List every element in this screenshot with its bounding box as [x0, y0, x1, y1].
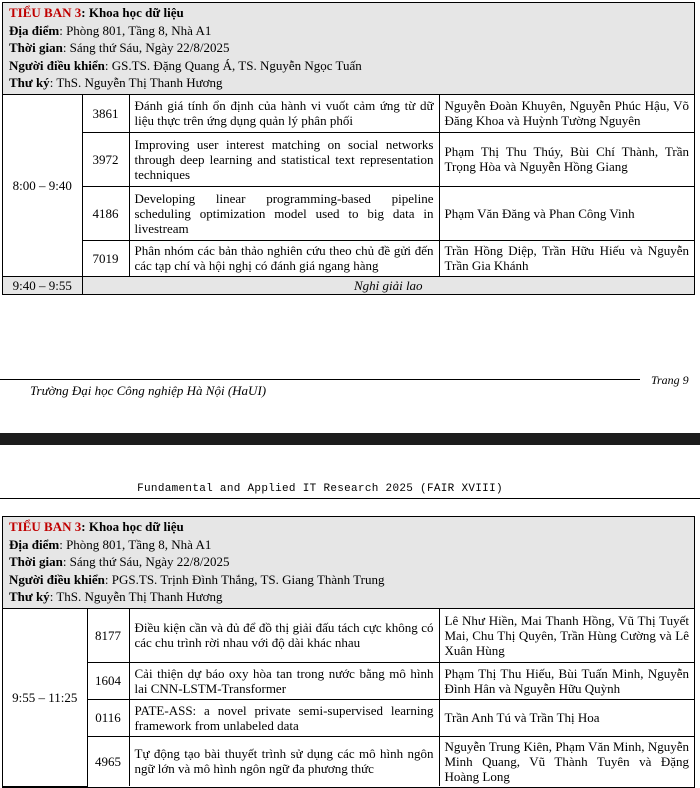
paper-title: Improving user interest matching on social networks through deep learning and statistical text representation techniques	[129, 132, 439, 186]
session-title: TIỂU BAN 3	[9, 519, 82, 534]
break-row	[3, 276, 694, 294]
paper-title: Developing linear programming-based pipeline scheduling optimization model used to big data in livestream	[129, 186, 439, 240]
table-row	[3, 608, 694, 662]
time-value: : Sáng thứ Sáu, Ngày 22/8/2025	[62, 554, 230, 569]
paper-authors: Lê Như Hiền, Mai Thanh Hồng, Vũ Thị Tuyết Mai, Chu Thị Quyên, Trần Hùng Cường và Lê Xuân Hùng	[439, 608, 694, 662]
chairs-value: : PGS.TS. Trịnh Đình Thắng, TS. Giang Thành Trung	[104, 571, 385, 587]
paper-authors: Trần Anh Tú và Trần Thị Hoa	[439, 699, 694, 736]
chairs-value: : GS.TS. Đặng Quang Á, TS. Nguyễn Ngọc Tuấn	[104, 57, 362, 73]
break-label: Nghỉ giải lao	[82, 276, 694, 294]
conference-header: Fundamental and Applied IT Research 2025 (FAIR XVIII)	[137, 483, 503, 495]
time-label: Thời gian	[9, 554, 63, 569]
break-time: 9:40 – 9:55	[3, 276, 82, 294]
slot-time: 8:00 – 9:40	[3, 94, 82, 276]
table-row	[3, 132, 694, 186]
location-row	[9, 22, 688, 40]
paper-id: 4186	[82, 186, 129, 240]
session-title: TIỂU BAN 3	[9, 5, 82, 20]
paper-id: 3972	[82, 132, 129, 186]
page-separator	[0, 433, 700, 445]
chairs-label: Người điều khiển	[9, 571, 105, 587]
secretary-value: : ThS. Nguyễn Thị Thanh Hương	[49, 75, 223, 90]
location-label: Địa điểm	[9, 536, 60, 552]
slot-time: 9:55 – 11:25	[3, 608, 87, 786]
schedule-table-1	[3, 94, 694, 294]
paper-title: Tự động tạo bài thuyết trình sử dụng các mô hình ngôn ngữ lớn và mô hình ngôn ngữ đa phương thức	[129, 736, 439, 786]
table-row	[3, 186, 694, 240]
paper-title: Điều kiện cần và đủ để đồ thị giải đấu tách cực không có các chu trình rời nhau với độ dài khác nhau	[129, 608, 439, 662]
time-row	[9, 39, 688, 57]
paper-title: Đánh giá tính ổn định của hành vi vuốt cảm ứng từ dữ liệu thực trên ứng dụng quản lý phân phối	[129, 94, 439, 132]
schedule-table-2	[3, 608, 694, 787]
location-row	[9, 536, 688, 554]
paper-authors: Phạm Văn Đăng và Phan Công Vinh	[439, 186, 694, 240]
table-row	[3, 240, 694, 276]
session-block-2	[2, 516, 695, 788]
time-label: Thời gian	[9, 40, 63, 55]
paper-id: 0116	[87, 699, 129, 736]
paper-id: 8177	[87, 608, 129, 662]
paper-authors: Trần Hồng Diệp, Trần Hữu Hiếu và Nguyễn Trần Gia Khánh	[439, 240, 694, 276]
paper-title: Cải thiện dự báo oxy hòa tan trong nước bằng mô hình lai CNN-LSTM-Transformer	[129, 662, 439, 699]
session-block-1	[2, 2, 695, 295]
secretary-row	[9, 74, 688, 92]
paper-authors: Nguyễn Đoàn Khuyên, Nguyễn Phúc Hậu, Võ Đăng Khoa và Huỳnh Tường Nguyên	[439, 94, 694, 132]
time-value: : Sáng thứ Sáu, Ngày 22/8/2025	[62, 40, 230, 55]
location-label: Địa điểm	[9, 22, 60, 38]
table-row	[3, 699, 694, 736]
session-header-1	[3, 3, 694, 94]
secretary-value: : ThS. Nguyễn Thị Thanh Hương	[49, 589, 223, 604]
paper-id: 7019	[82, 240, 129, 276]
location-value: : Phòng 801, Tầng 8, Nhà A1	[59, 536, 212, 552]
session-topic: Khoa học dữ liệu	[88, 519, 184, 534]
footer-rule	[0, 379, 640, 380]
paper-id: 1604	[87, 662, 129, 699]
session-title-row	[9, 518, 688, 536]
session-topic: Khoa học dữ liệu	[88, 5, 184, 20]
paper-id: 4965	[87, 736, 129, 786]
chairs-label: Người điều khiển	[9, 57, 105, 73]
table-row	[3, 94, 694, 132]
footer-school: Trường Đại học Công nghiệp Hà Nội (HaUI)	[30, 383, 267, 398]
paper-id: 3861	[82, 94, 129, 132]
paper-authors: Phạm Thị Thu Thúy, Bùi Chí Thành, Trần Trọng Hòa và Nguyễn Hồng Giang	[439, 132, 694, 186]
table-row	[3, 736, 694, 786]
paper-title: PATE-ASS: a novel private semi-supervised learning framework from unlabeled data	[129, 699, 439, 736]
secretary-row	[9, 588, 688, 606]
header-rule	[0, 498, 700, 499]
table-row	[3, 662, 694, 699]
session-title-sep: :	[81, 5, 89, 20]
secretary-label: Thư ký	[9, 75, 50, 90]
location-value: : Phòng 801, Tầng 8, Nhà A1	[59, 22, 212, 38]
time-row	[9, 553, 688, 571]
paper-authors: Phạm Thị Thu Hiếu, Bùi Tuấn Minh, Nguyễn Đình Hân và Nguyễn Hữu Quỳnh	[439, 662, 694, 699]
session-title-sep: :	[81, 519, 89, 534]
chairs-row	[9, 571, 688, 589]
session-title-row	[9, 4, 688, 22]
paper-title: Phân nhóm các bản thảo nghiên cứu theo chủ đề gửi đến các tạp chí và hội nghị có đánh giá ngang hàng	[129, 240, 439, 276]
chairs-row	[9, 57, 688, 75]
session-header-2	[3, 517, 694, 608]
page-number: Trang 9	[651, 373, 689, 387]
secretary-label: Thư ký	[9, 589, 50, 604]
paper-authors: Nguyễn Trung Kiên, Phạm Văn Minh, Nguyễn Minh Quang, Vũ Thành Tuyên và Đặng Hoàng Long	[439, 736, 694, 786]
